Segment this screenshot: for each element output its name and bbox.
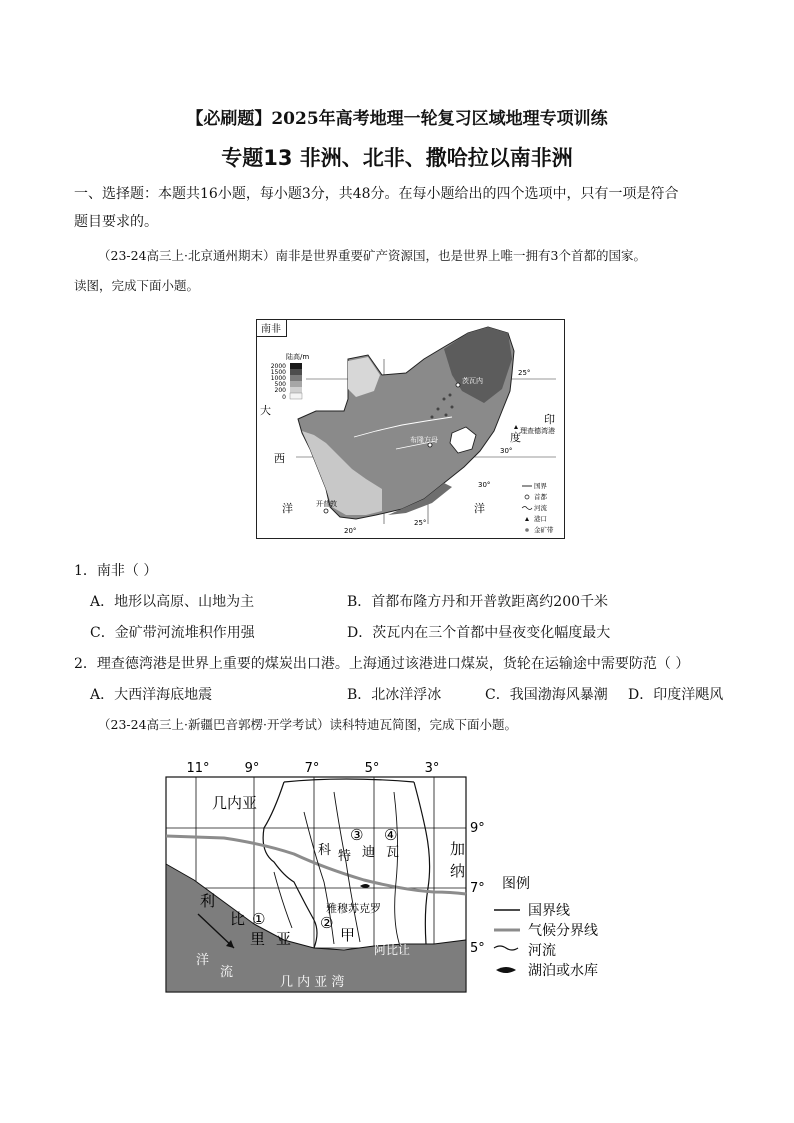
lon-5: 5° <box>364 761 380 776</box>
ocean-indian-2: 度 <box>510 431 521 444</box>
question-1-option-d: D．茨瓦内在三个首都中昼夜变化幅度最大 <box>347 625 611 641</box>
label-liberia-2: 比 <box>230 910 246 928</box>
label-current-2: 流 <box>220 965 234 980</box>
intro-line-1: 一、选择题：本题共16小题，每小题3分，共48分。在每小题给出的四个选项中，只有一项是符合 <box>74 186 679 202</box>
page-subtitle: 专题13 非洲、北非、撒哈拉以南非洲 <box>221 146 573 170</box>
group2-source: （23-24高三上·新疆巴音郭楞·开学考试）读科特迪瓦简图，完成下面小题。 <box>98 717 517 732</box>
label-cote-3: 迪 <box>362 845 376 860</box>
label-current-1: 洋 <box>196 953 210 968</box>
legend2-climate: 气候分界线 <box>528 923 598 939</box>
lat-7: 7° <box>470 881 485 896</box>
map2-legend <box>494 876 598 979</box>
intro-line-2: 题目要求的。 <box>74 214 158 230</box>
elev-label-1000: 1000 <box>270 375 286 382</box>
ocean-atlantic-3: 洋 <box>282 502 293 515</box>
elev-label-200: 200 <box>274 387 286 394</box>
question-2-stem: 2．理查德湾港是世界上重要的煤炭出口港。上海通过该港进口煤炭，货轮在运输途中需要防范（ ） <box>74 656 690 672</box>
label-cote-2: 特 <box>338 849 352 864</box>
lat-label-25: 25° <box>518 369 531 377</box>
legend2-border: 国界线 <box>528 903 570 919</box>
label-ghana-1: 加 <box>450 840 466 858</box>
legend-capital: 首都 <box>534 493 547 501</box>
question-1-stem: 1．南非（ ） <box>74 563 158 579</box>
elevation-legend-title: 陆高/m <box>286 353 310 361</box>
lon-9: 9° <box>244 761 260 776</box>
city-pretoria: 茨瓦内 <box>462 377 483 385</box>
ocean-atlantic-2: 西 <box>274 452 285 465</box>
question-2-option-b: B．北冰洋浮冰 <box>347 687 442 703</box>
question-1-option-a: A．地形以高原、山地为主 <box>90 594 255 610</box>
south-africa-map <box>256 319 565 539</box>
lon-label-20: 20° <box>344 527 357 535</box>
marker-4: ④ <box>384 826 398 844</box>
capital-marker-capetown <box>324 509 328 513</box>
label-cote-1: 科 <box>318 843 332 858</box>
elev-label-0: 0 <box>282 394 286 401</box>
label-guinea: 几内亚 <box>212 794 258 812</box>
question-2-option-c: C．我国渤海风暴潮 <box>485 687 608 703</box>
label-ghana-2: 纳 <box>450 862 466 880</box>
legend2-river: 河流 <box>528 943 556 959</box>
city-bloemfontein: 布隆方丹 <box>410 436 438 444</box>
map-title: 南非 <box>261 324 281 335</box>
ocean-atlantic-1: 大 <box>260 404 271 417</box>
legend-gold: 金矿带 <box>534 526 554 534</box>
city-richards-bay: 理查德湾港 <box>520 427 555 435</box>
city-capetown: 开普敦 <box>316 500 337 508</box>
label-liberia-3: 里 <box>250 930 266 948</box>
question-2-option-a: A．大西洋海底地震 <box>90 687 213 703</box>
legend-river: 河流 <box>534 504 547 512</box>
elev-label-500: 500 <box>274 381 286 388</box>
capital-marker-pretoria <box>456 383 460 387</box>
marker-2: ② <box>320 914 334 932</box>
marker-1: ① <box>252 910 266 928</box>
legend2-lake: 湖泊或水库 <box>528 963 598 979</box>
page-title: 【必刷题】2025年高考地理一轮复习区域地理专项训练 <box>186 109 608 129</box>
lat-label-30a: 30° <box>500 447 513 455</box>
group1-source <box>74 241 738 301</box>
group1-source-line-1: （23-24高三上·北京通州期末）南非是世界重要矿产资源国，也是世界上唯一拥有3个首都的国家。 <box>98 248 646 263</box>
label-abidjan: 阿比让 <box>374 943 411 957</box>
ocean-indian-3: 洋 <box>474 502 485 515</box>
legend2-title: 图例 <box>502 876 530 892</box>
ocean-indian-1: 印 <box>544 413 555 426</box>
section-intro <box>74 180 724 236</box>
lat-5: 5° <box>470 941 485 956</box>
question-2-option-d: D．印度洋飓风 <box>628 687 724 703</box>
lon-7: 7° <box>304 761 320 776</box>
legend-border: 国界 <box>534 482 547 490</box>
lon-3: 3° <box>424 761 440 776</box>
lon-label-25: 25° <box>414 519 427 527</box>
marker-3: ③ <box>350 826 364 844</box>
lon-11: 11° <box>186 761 210 776</box>
lat-9: 9° <box>470 821 485 836</box>
label-cote-4: 瓦 <box>386 845 400 860</box>
question-1-option-c: C．金矿带河流堆积作用强 <box>90 625 255 641</box>
label-liberia-4: 亚 <box>276 930 292 948</box>
elev-label-1500: 1500 <box>270 369 286 376</box>
elev-label-2000: 2000 <box>270 363 286 370</box>
cote-divoire-map <box>164 752 614 996</box>
label-yamoussoukro: 雅穆苏克罗 <box>326 902 381 915</box>
group1-source-line-2: 读图，完成下面小题。 <box>74 278 200 293</box>
question-1-option-b: B．首都布隆方丹和开普敦距离约200千米 <box>347 594 609 610</box>
lat-label-30b: 30° <box>478 481 491 489</box>
label-liberia-1: 利 <box>200 892 216 910</box>
label-gulf: 几 内 亚 湾 <box>280 975 345 990</box>
legend-port: 港口 <box>534 515 547 523</box>
label-jia: 甲 <box>340 926 356 944</box>
